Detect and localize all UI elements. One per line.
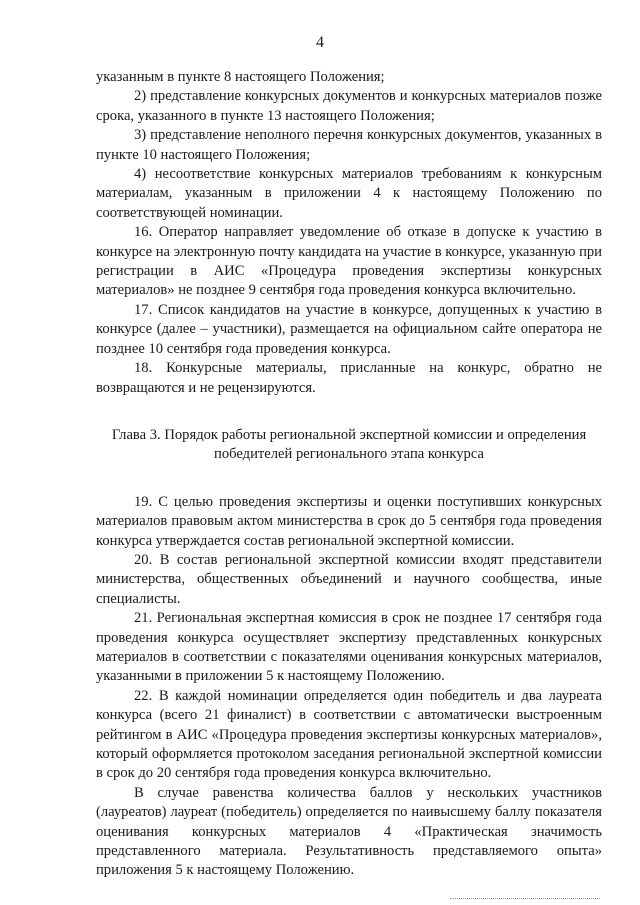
paragraph: указанным в пункте 8 настоящего Положения; (96, 69, 385, 85)
document-body (96, 68, 602, 881)
paragraph: 3) представление неполного перечня конкурсных документов, указанных в пункте 10 настоящего Положения; (96, 127, 602, 163)
paragraph: 16. Оператор направляет уведомление об отказе в допуске к участию в конкурсе на электронную почту кандидата на участие в конкурсе, указанную при регистрации в АИС «Процедура проведения экспертизы конкурсных материалов» не позднее 9 сентября года проведения конкурса включительно. (96, 224, 602, 299)
paragraph: 2) представление конкурсных документов и конкурсных материалов позже срока, указанного в пункте 13 настоящего Положения; (96, 88, 602, 124)
paragraph: 19. С целью проведения экспертизы и оценки поступивших конкурсных материалов правовым актом министерства в срок до 5 сентября года проведения конкурса утверждается состав региональной экспертной комиссии. (96, 493, 602, 549)
paragraph: 22. В каждой номинации определяется один победитель и два лауреата конкурса (всего 21 финалист) в соответствии с автоматически выстроенным рейтингом в АИС «Процедура проведения экспертизы конкурсных материалов», который оформляется протоколом заседания региональной экспертной комиссии в срок до 20 сентября года проведения конкурса включительно. (96, 687, 602, 782)
paragraph: 18. Конкурсные материалы, присланные на конкурс, обратно не возвращаются и не рецензируются. (96, 360, 602, 396)
scan-artifact-line (450, 898, 600, 901)
paragraph: 21. Региональная экспертная комиссия в срок не позднее 17 сентября года проведения конкурса осуществляет экспертизу представленных конкурсных материалов в соответствии с показателями оценивания конкурсных материалов, указанными в приложении 5 к настоящему Положению. (96, 610, 602, 685)
chapter-title: Глава 3. Порядок работы региональной экспертной комиссии и определения победителей регионального этапа конкурса (111, 426, 587, 463)
paragraph: 20. В состав региональной экспертной комиссии входят представители министерства, общественных объединений и научного сообщества, иные специалисты. (96, 551, 602, 607)
paragraph: 17. Список кандидатов на участие в конкурсе, допущенных к участию в конкурсе (далее – участники), размещается на официальном сайте оператора не позднее 10 сентября года проведения конкурса. (96, 301, 602, 357)
paragraph: В случае равенства количества баллов у нескольких участников (лауреатов) лауреат (победитель) определяется по наивысшему баллу показателя оценивания конкурсных материалов 4 «Практическая значимость представленного материала. Результативность представляемого опыта» приложения 5 к настоящему Положению. (96, 784, 602, 879)
page-number: 4 (316, 34, 324, 51)
paragraph: 4) несоответствие конкурсных материалов требованиям к конкурсным материалам, указанным в приложении 4 к настоящему Положению по соответствующей номинации. (96, 166, 602, 221)
